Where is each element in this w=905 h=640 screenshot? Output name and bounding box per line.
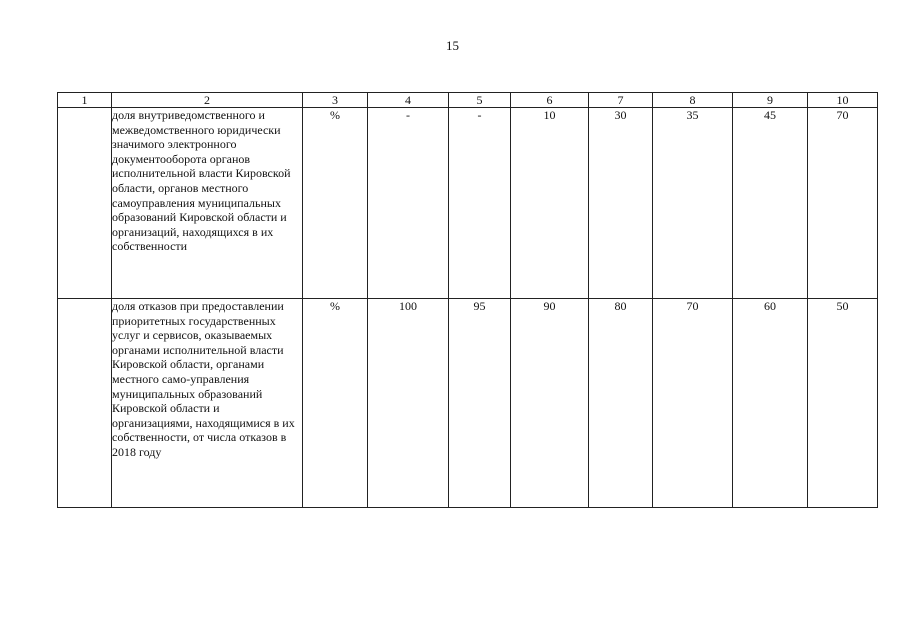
value-cell-col-6: 90 <box>511 299 589 508</box>
header-col-2: 2 <box>112 93 303 108</box>
header-col-9: 9 <box>733 93 808 108</box>
value-cell-col-9: 60 <box>733 299 808 508</box>
table-row <box>58 108 878 299</box>
value-cell-col-8: 35 <box>653 108 733 299</box>
value-cell-col-8: 70 <box>653 299 733 508</box>
value-cell-col-10: 50 <box>808 299 878 508</box>
value-cell-col-9: 45 <box>733 108 808 299</box>
header-row <box>58 93 878 108</box>
value-cell-col-10: 70 <box>808 108 878 299</box>
value-cell-col-5: 95 <box>449 299 511 508</box>
header-col-7: 7 <box>589 93 653 108</box>
indicator-name-cell: доля внутриведомственного и межведомственного юридически значимого электронного документооборота органов исполнительной власти Кировской области, органов местного самоуправления муниципальных образований Кировской области и организаций, находящихся в их собственности <box>112 108 303 299</box>
unit-cell: % <box>303 108 368 299</box>
value-cell-col-4: - <box>368 108 449 299</box>
value-cell-col-7: 80 <box>589 299 653 508</box>
header-col-3: 3 <box>303 93 368 108</box>
row-number-cell <box>58 299 112 508</box>
unit-cell: % <box>303 299 368 508</box>
header-col-8: 8 <box>653 93 733 108</box>
value-cell-col-7: 30 <box>589 108 653 299</box>
value-cell-col-6: 10 <box>511 108 589 299</box>
header-col-5: 5 <box>449 93 511 108</box>
row-number-cell <box>58 108 112 299</box>
indicators-table <box>57 92 878 508</box>
header-col-4: 4 <box>368 93 449 108</box>
header-col-10: 10 <box>808 93 878 108</box>
indicator-name-cell: доля отказов при предоставлении приоритетных государственных услуг и сервисов, оказываемых органами исполнительной власти Кировской области, органами местного само-управления муниципальных образований Кировской области и организациями, находящимися в их собственности, от числа отказов в 2018 году <box>112 299 303 508</box>
header-col-1: 1 <box>58 93 112 108</box>
table-row <box>58 299 878 508</box>
header-col-6: 6 <box>511 93 589 108</box>
value-cell-col-4: 100 <box>368 299 449 508</box>
page-number: 15 <box>446 38 459 53</box>
value-cell-col-5: - <box>449 108 511 299</box>
